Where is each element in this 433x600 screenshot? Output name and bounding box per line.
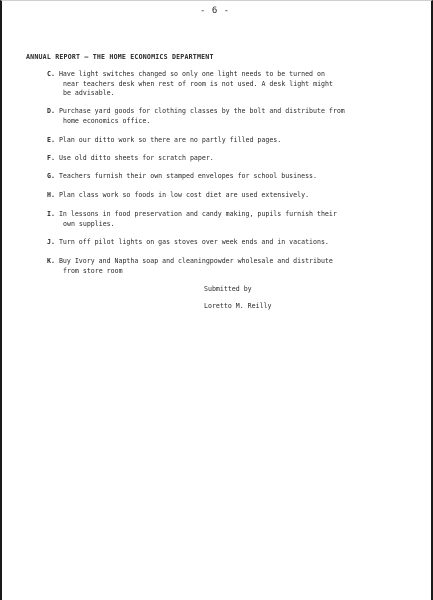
item-text: home economics office. [63, 116, 151, 125]
list-item [47, 154, 403, 164]
item-letter: E. [47, 136, 55, 144]
item-text: In lessons in food preservation and candy making, pupils furnish their [58, 210, 337, 218]
item-letter: I. [47, 210, 55, 218]
item-letter: C. [47, 70, 55, 78]
item-text: be advisable. [63, 89, 115, 97]
item-text: near teachers desk when rest of room is not used. A desk light might [63, 79, 333, 88]
item-text: Teachers furnish their own stamped envelopes for school business. [58, 172, 317, 180]
list-item [47, 136, 403, 146]
list-item [47, 191, 403, 201]
item-letter: G. [47, 172, 55, 180]
page-number: - 6 - [200, 6, 230, 16]
list-item [47, 257, 403, 276]
item-letter: F. [47, 154, 55, 162]
item-text: Plan class work so foods in low cost diet are used extensively. [58, 191, 310, 199]
item-text: Buy Ivory and Naptha soap and cleaningpowder wholesale and distribute [58, 257, 333, 265]
submitter-name: Loretto M. Reilly [204, 302, 272, 310]
list-item [47, 70, 403, 99]
list-item [47, 210, 403, 229]
item-text: Have light switches changed so only one light needs to be turned on [58, 70, 325, 78]
item-text: Plan our ditto work so there are no partly filled pages. [58, 136, 282, 144]
item-letter: H. [47, 191, 55, 199]
list-item [47, 172, 403, 182]
submitted-by-label: Submitted by [204, 285, 252, 293]
item-letter: D. [47, 107, 55, 115]
list-item [47, 238, 403, 248]
item-text: own supplies. [63, 219, 115, 228]
item-letter: J. [47, 238, 55, 246]
report-heading: ANNUAL REPORT — THE HOME ECONOMICS DEPARTMENT [26, 53, 214, 61]
item-letter: K. [47, 257, 55, 265]
item-text: Purchase yard goods for clothing classes by the bolt and distribute from [58, 107, 345, 115]
item-text: Use old ditto sheets for scratch paper. [58, 154, 214, 162]
item-text: from store room [63, 266, 123, 275]
item-text: Turn off pilot lights on gas stoves over week ends and in vacations. [58, 238, 329, 246]
list-item [47, 107, 403, 126]
